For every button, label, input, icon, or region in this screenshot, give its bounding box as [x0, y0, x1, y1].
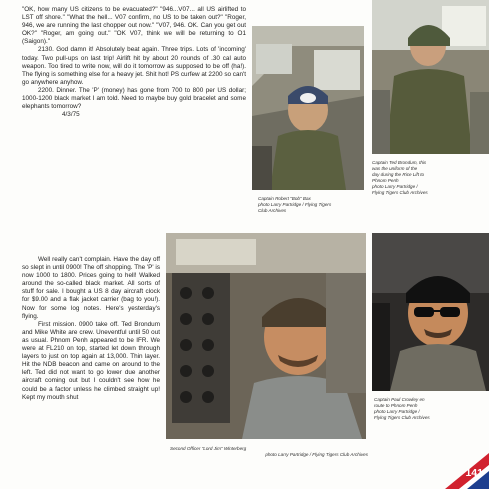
- paragraph-first-mission: First mission. 0900 take off. Ted Brondum and Mike White are crew. Uneventful until 50 out as usual. Phnom Penh appeared to be IFR. We were at FL210 on top, started let down through layers to just on top again at 13,000. Thin layer. Hit the NDB beacon and came on around to the left. Ted did not want to go lower due another aircraft coming out but I couldn't see how he could be a factor unless he climbed straight up! Kept my mouth shut: [22, 320, 160, 401]
- paragraph-day-off: Well really can't complain. Have the day off so slept in until 0900! The off shopping. The 'P' is now 1000 to 1800. Prices going to hell! Walked around the so-called black market. All sorts of stuff for sale. I bought a US 8 day aircraft clock for $9.00 and a flak jacket carrier (bag to you!). Now for some log notes. Here's yesterday's flying.: [22, 256, 160, 320]
- caption-crowley: [374, 397, 486, 421]
- paragraph-2200: 2200. Dinner. The 'P' (money) has gone from 700 to 800 per US dollar; 1000-1200 black market I am told. Need to maybe buy gold bracelet and some elephants tomorrow?: [22, 86, 246, 111]
- caption-brondum-title-4: Phnom Penh: [372, 178, 399, 184]
- page-number: 141: [465, 467, 483, 479]
- caption-brondum: [372, 160, 487, 197]
- caption-bax-title: Captain Robert "Bob" Bax: [258, 196, 311, 201]
- caption-crowley-title-1: Captain Paul Crowley en: [374, 397, 425, 402]
- caption-brondum-title-2: was the uniform of the: [372, 166, 418, 172]
- caption-crowley-credit-1: photo Larry Partridge /: [374, 409, 420, 415]
- paragraph-radio-dialogue: "OK, how many US citizens to be evacuated?" "946...V07... all US airlifted to LST off shore." "What the hell... V07 confirm, no US to be taken out?" "Roger, 946, we are running the last chopper out now." "V07, 946. OK. Can you get out OK?" "Roger, am going out." "OK V07, think we will be returning to O1 (Saigon).": [22, 6, 246, 46]
- body-text-narrow: [22, 256, 160, 402]
- caption-crowley-title-2: route to Phnom Penh: [374, 403, 418, 409]
- caption-brondum-credit-2: Flying Tigers Club Archives: [372, 190, 428, 196]
- caption-brondum-title-3: day during the Rice Lift to: [372, 172, 425, 178]
- photo-crowley: [372, 233, 489, 391]
- paragraph-2130: 2130. God damn it! Absolutely beat again. Three trips. Lots of 'incoming' today. Two pull-ups on last trip! Airlift hit by about 20 rounds of .30 cal auto weapon. Too tired to write now, will do it tomorrow as supposed to be off (ha!). The flying is something else for a heavy jet. Shit hot! PS curfew at 2200 so can't go anywhere anyhow.: [22, 46, 246, 86]
- date-heading: 4/3/75: [62, 111, 80, 119]
- caption-winterberg: [170, 446, 370, 458]
- caption-bax: [258, 196, 366, 214]
- photo-brondum: [372, 0, 489, 154]
- photo-winterberg: [166, 233, 366, 439]
- photo-bax: [252, 26, 364, 190]
- caption-winterberg-title: Second Officer "Lord Jim" Winterberg: [170, 446, 247, 451]
- caption-winterberg-credit: photo Larry Partridge / Flying Tigers Club Archives: [265, 452, 368, 458]
- caption-bax-credit: photo Larry Partridge / Flying Tigers: [258, 202, 332, 208]
- body-text-top: [22, 6, 246, 119]
- caption-crowley-credit-2: Flying Tigers Club Archives: [374, 415, 430, 421]
- caption-bax-credit-2: Club Archives: [258, 208, 287, 214]
- caption-brondum-credit-1: photo Larry Partridge /: [372, 184, 418, 190]
- caption-brondum-title-1: Captain Ted Brondum, this: [372, 160, 427, 165]
